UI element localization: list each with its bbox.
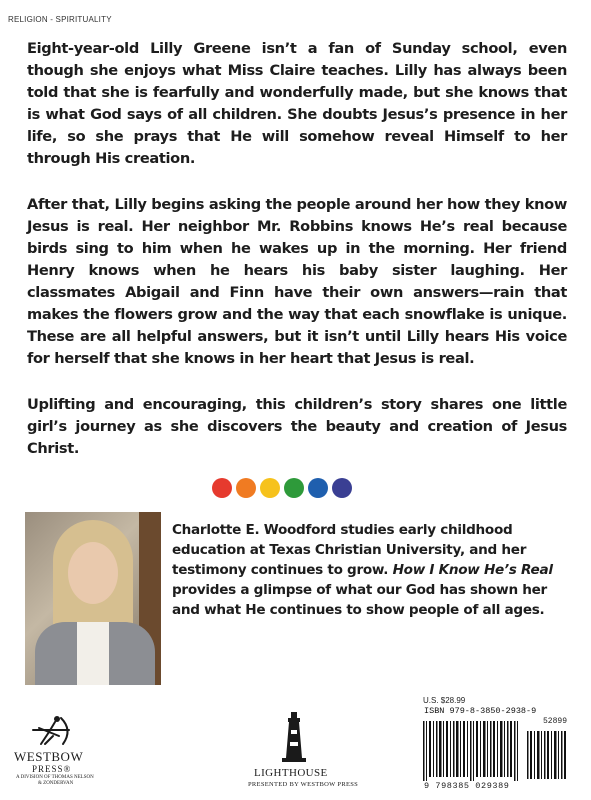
publisher-division-1: A DIVISION OF THOMAS NELSON: [16, 775, 94, 780]
isbn-barcode: [418, 705, 576, 793]
green-dot: [284, 478, 304, 498]
archer-icon: [11, 714, 91, 750]
author-photo: [25, 512, 161, 685]
publisher-division-2: & ZONDERVAN: [38, 781, 74, 786]
blue-dot: [308, 478, 328, 498]
westbow-logo: [11, 714, 91, 754]
yellow-dot: [260, 478, 280, 498]
red-dot: [212, 478, 232, 498]
description-paragraph-2: After that, Lilly begins asking the people around her how they know Jesus is real. Her neighbor Mr. Robbins knows He’s real because birds sing to him when he wakes up in the morning. Her friend Henry knows when he hears his baby sister laughing. Her classmates Abigail and Finn have their own answers—rain that makes the flowers grow and the way that each snowflake is unique. These are all helpful answers, but it isn’t until Lilly hears His voice for herself that she knows in her heart that Jesus is real.: [27, 196, 567, 367]
publisher-press: PRESS®: [32, 764, 72, 774]
lighthouse-icon: [276, 710, 312, 766]
book-title: How I Know He’s Real: [392, 562, 553, 578]
description-paragraph-1: Eight-year-old Lilly Greene isn’t a fan of Sunday school, even though she enjoys what Miss Claire teaches. Lilly has always been told that she is fearfully and wonderfully made, but she knows that is what God says of all children. She doubts Jesus’s presence in her life, so she prays that He will somehow reveal Himself to her through His creation.: [27, 40, 567, 167]
bio-text-end: provides a glimpse of what our God has shown her and what He continues to show people of all ages.: [172, 582, 547, 618]
price-code: 52899: [543, 717, 568, 726]
price-label: U.S. $28.99: [423, 696, 466, 705]
orange-dot: [236, 478, 256, 498]
color-dots: [212, 478, 352, 498]
isbn-label: ISBN 979-8-3850-2938-9: [424, 706, 537, 716]
bio-text-start: Charlotte E. Woodford studies early childhood education at Texas Christian University, and her testimony continues to grow.: [172, 522, 527, 578]
publisher-name: WESTBOW: [14, 749, 84, 764]
barcode-bars: [423, 719, 571, 781]
description-paragraph-3: Uplifting and encouraging, this children’s story shares one little girl’s journey as she discovers the beauty and creation of Jesus Christ.: [27, 396, 567, 457]
imprint-name: LIGHTHOUSE: [254, 767, 328, 779]
author-bio: [172, 520, 564, 620]
category-label: RELIGION - SPIRITUALITY: [8, 15, 112, 24]
imprint-subtitle: PRESENTED BY WESTBOW PRESS: [248, 781, 359, 788]
indigo-dot: [332, 478, 352, 498]
barcode-number: 9 798385 029389: [424, 781, 510, 791]
